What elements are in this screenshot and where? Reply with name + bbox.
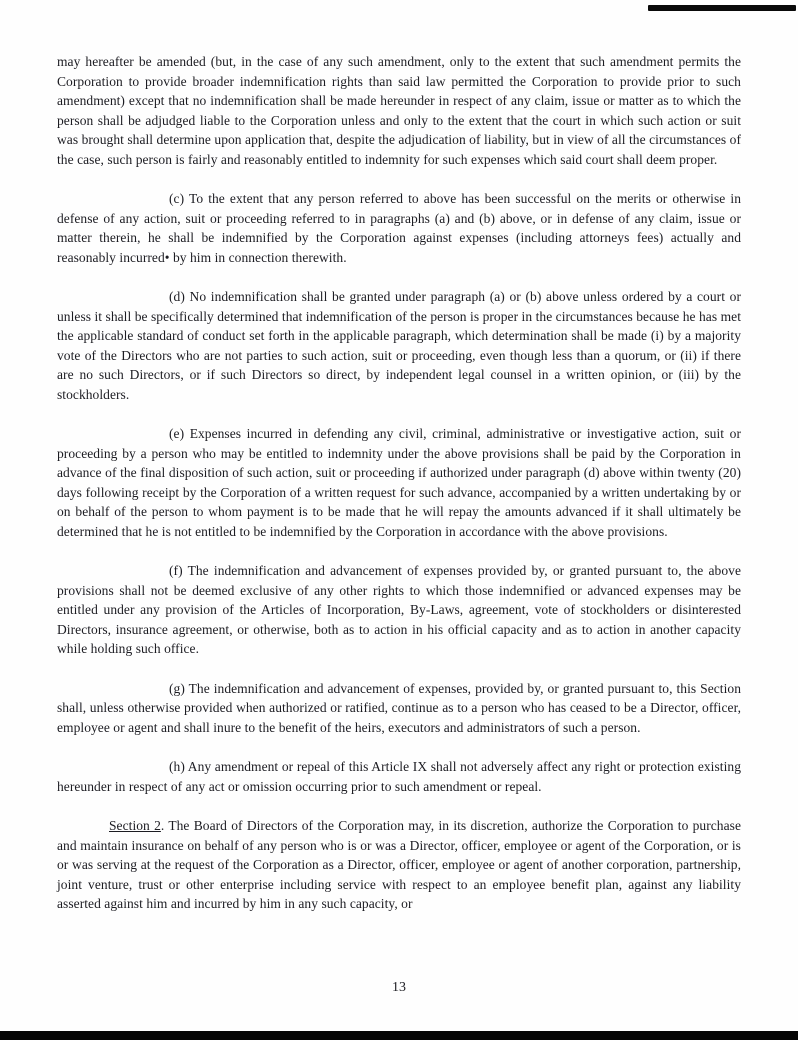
paragraph-continuation: may hereafter be amended (but, in the case of any such amendment, only to the extent that such amendment permits the Corporation to provide broader indemnification rights than said law permitted the Corporation to provide prior to such amendment) except that no indemnification shall be made hereunder in respect of any claim, issue or matter as to which the person shall be adjudged liable to the Corporation unless and only to the extent that the court in which such action or suit was brought shall determine upon application that, despite the adjudication of liability, but in view of all the circumstances of the case, such person is fairly and reasonably entitled to indemnity for such expenses which said court shall deem proper. <box>57 54 741 167</box>
paragraph-c: (c) To the extent that any person referred to above has been successful on the merits or otherwise in defense of any action, suit or proceeding referred to in paragraphs (a) and (b) above, or in defense of any claim, issue or matter therein, he shall be indemnified by the Corporation against expenses (including attorneys fees) actually and reasonably incurred• by him in connection therewith. <box>57 191 741 265</box>
section-2-text: . The Board of Directors of the Corporation may, in its discretion, authorize the Corporation to purchase and maintain insurance on behalf of any person who is or was a Director, officer, employee or agent of the Corporation, or is or was serving at the request of the Corporation as a Director, officer, employee or agent of another corporation, partnership, joint venture, trust or other enterprise including service with respect to an employee benefit plan, against any liability asserted against him and incurred by him in any such capacity, or <box>57 818 741 911</box>
paragraph-g: (g) The indemnification and advancement of expenses, provided by, or granted pursuant to, this Section shall, unless otherwise provided when authorized or ratified, continue as to a person who has ceased to be a Director, officer, employee or agent and shall inure to the benefit of the heirs, executors and administrators of such a person. <box>57 680 741 735</box>
paragraph-f: (f) The indemnification and advancement of expenses provided by, or granted pursuant to, the above provisions shall not be deemed exclusive of any other rights to which those indemnified or advanced expenses may be entitled under any provision of the Articles of Incorporation, By-Laws, agreement, vote of stockholders or disinterested Directors, insurance agreement, or otherwise, both as to action in his official capacity and as to action in another capacity while holding such office. <box>57 563 741 656</box>
section-2-label: Section 2 <box>109 818 161 833</box>
scan-artifact-top <box>648 5 796 11</box>
page-content <box>57 52 741 914</box>
paragraph-section-2 <box>57 816 741 914</box>
page-number: 13 <box>392 980 406 995</box>
paragraph-h: (h) Any amendment or repeal of this Article IX shall not adversely affect any right or protection existing hereunder in respect of any act or omission occurring prior to such amendment or repeal. <box>57 759 741 794</box>
paragraph-e: (e) Expenses incurred in defending any civil, criminal, administrative or investigative action, suit or proceeding by a person who may be entitled to indemnity under the above provisions shall be paid by the Corporation in advance of the final disposition of such action, suit or proceeding if authorized under paragraph (d) above within twenty (20) days following receipt by the Corporation of a written request for such advance, accompanied by a written undertaking by or on behalf of the person to whom payment is to be made that he will repay the amounts advanced if it shall ultimately be determined that he is not entitled to be indemnified by the Corporation in accordance with the above provisions. <box>57 426 741 539</box>
scan-artifact-bottom <box>0 1031 798 1040</box>
paragraph-d: (d) No indemnification shall be granted under paragraph (a) or (b) above unless ordered by a court or unless it shall be specifically determined that indemnification of the person is proper in the circumstances because he has met the applicable standard of conduct set forth in the applicable paragraph, which determination shall be made (i) by a majority vote of the Directors who are not parties to such action, suit or proceeding, even though less than a quorum, or (ii) if there are no such Directors, or if such Directors so direct, by independent legal counsel in a written opinion, or (iii) by the stockholders. <box>57 289 741 402</box>
